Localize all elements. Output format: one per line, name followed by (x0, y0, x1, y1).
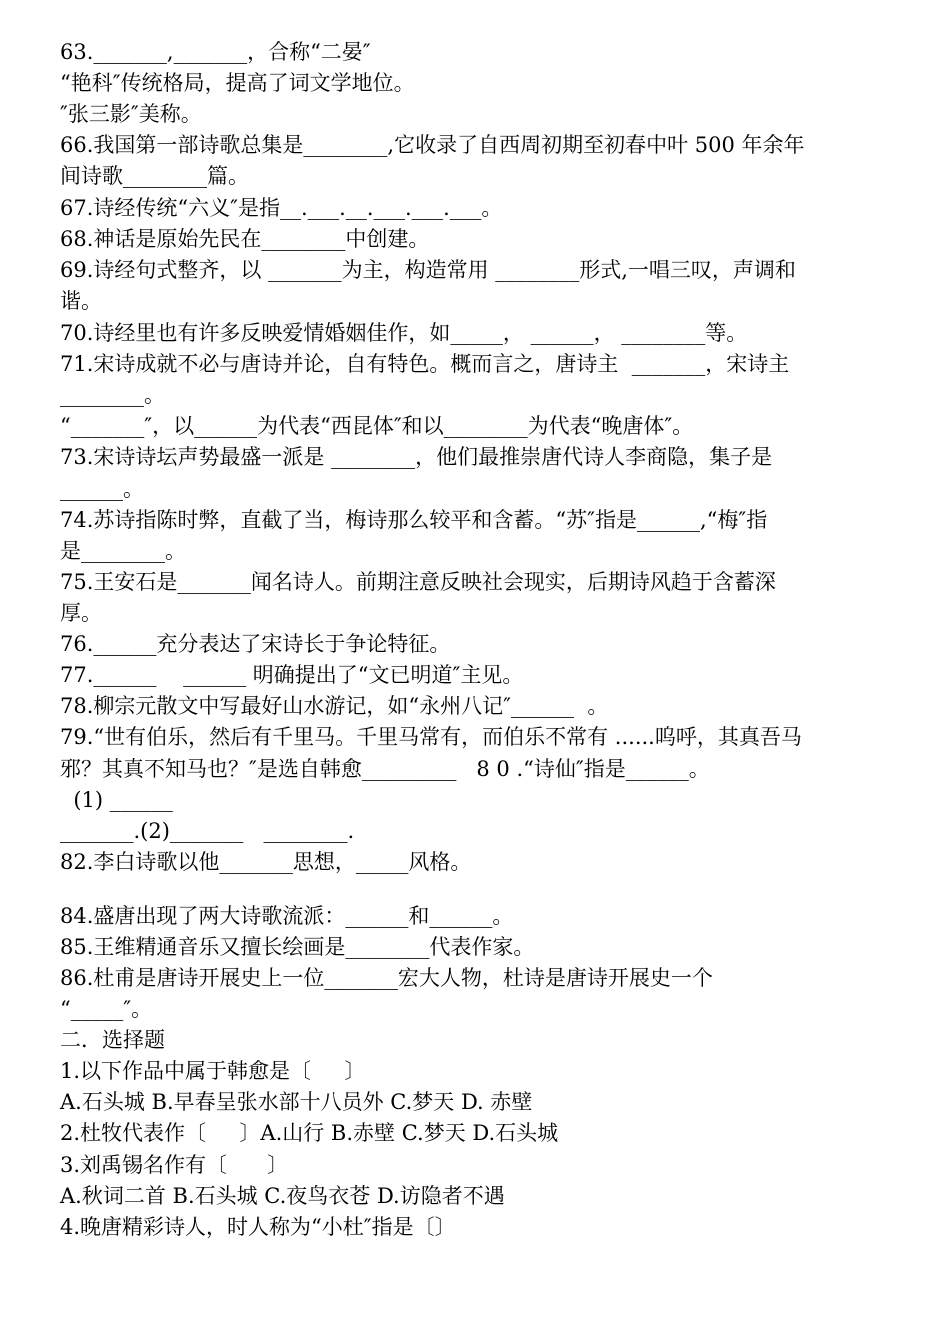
text-line-66: 66.我国第一部诗歌总集是________,它收录了自西周初期至初春中叶 500 年余年 (60, 133, 805, 157)
text-line-84: 84.盛唐出现了两大诗歌流派：______和______。 (60, 904, 514, 928)
text-line-76: 76.______充分表达了宋诗长于争论特征。 (60, 632, 451, 656)
text-line-66-cont: 间诗歌________篇。 (60, 164, 249, 188)
text-line-81-part2: _______.(2)_______ ________. (60, 819, 355, 843)
text-line-75-cont: 厚。 (60, 601, 102, 625)
text-line-85: 85.王维精通音乐又擅长绘画是________代表作家。 (60, 935, 535, 959)
question-4: 4.晚唐精彩诗人，时人称为“小杜″指是〔〕 (60, 1215, 456, 1239)
text-line-86: 86.杜甫是唐诗开展史上一位_______宏大人物，杜诗是唐诗开展史一个 (60, 966, 713, 990)
question-3-options: A.秋词二首 B.石头城 C.夜鸟衣苍 D.访隐者不遇 (60, 1184, 505, 1208)
text-line-74: 74.苏诗指陈时弊，直截了当，梅诗那么较平和含蓄。“苏″指是______,“梅″指 (60, 508, 768, 532)
text-line-79: 79.“世有伯乐，然后有千里马。千里马常有，而伯乐不常有 ......呜呼，其真吾马 (60, 725, 802, 749)
text-line-69-cont: 谐。 (60, 289, 102, 313)
text-line-67: 67.诗经传统“六义″是指__.___.__.___.___.___。 (60, 196, 503, 220)
question-1-options: A.石头城 B.早春呈张水部十八员外 C.梦天 D. 赤壁 (60, 1090, 533, 1114)
text-line-75: 75.王安石是_______闻名诗人。前期注意反映社会现实，后期诗风趋于含蓄深 (60, 570, 776, 594)
text-line-63: 63._______,_______，合称“二晏″ (60, 40, 371, 64)
text-line-74-cont: 是________。 (60, 539, 186, 563)
text-line-68: 68.神话是原始先民在________中创建。 (60, 227, 430, 251)
section-heading-choice: 二．选择题 (60, 1028, 165, 1052)
text-line-82: 82.李白诗歌以他_______思想，_____风格。 (60, 850, 472, 874)
question-2: 2.杜牧代表作〔 〕A.山行 B.赤壁 C.梦天 D.石头城 (60, 1121, 559, 1145)
text-line-78: 78.柳宗元散文中写最好山水游记，如“永州八记″______ 。 (60, 694, 609, 718)
question-3: 3.刘禹锡名作有〔 〕 (60, 1153, 289, 1177)
text-line-71-cont: ________。 (60, 383, 165, 407)
question-1: 1.以下作品中属于韩愈是〔 〕 (60, 1059, 366, 1083)
text-line-79-cont: 邪？其真不知马也？″是选自韩愈_________ 8 0 .“诗仙″指是______。 (60, 757, 710, 781)
text-line-yanke: “艳科″传统格局，提高了词文学地位。 (60, 71, 415, 95)
text-line-77: 77.______ ______ 明确提出了“文已明道″主见。 (60, 663, 524, 687)
text-line-73: 73.宋诗诗坛声势最盛一派是 ________，他们最推崇唐代诗人李商隐，集子是 (60, 445, 773, 469)
text-line-73-cont: ______。 (60, 477, 144, 501)
text-line-71: 71.宋诗成就不必与唐诗并论，自有特色。概而言之，唐诗主 _______，宋诗主 (60, 352, 790, 376)
text-line-xikun: “_______″，以______为代表“西昆体″和以________为代表“晚唐体″。 (60, 414, 694, 438)
text-line-69: 69.诗经句式整齐，以 _______为主，构造常用 ________形式,一唱三叹，声调和 (60, 258, 796, 282)
text-line-81-part1: (1) ______ (60, 788, 173, 812)
text-line-zhangsanying: ″张三影″美称。 (60, 102, 202, 126)
text-line-70: 70.诗经里也有许多反映爱情婚姻佳作，如_____， ______， ________等。 (60, 321, 748, 345)
text-line-86-cont: “_____″。 (60, 997, 153, 1021)
